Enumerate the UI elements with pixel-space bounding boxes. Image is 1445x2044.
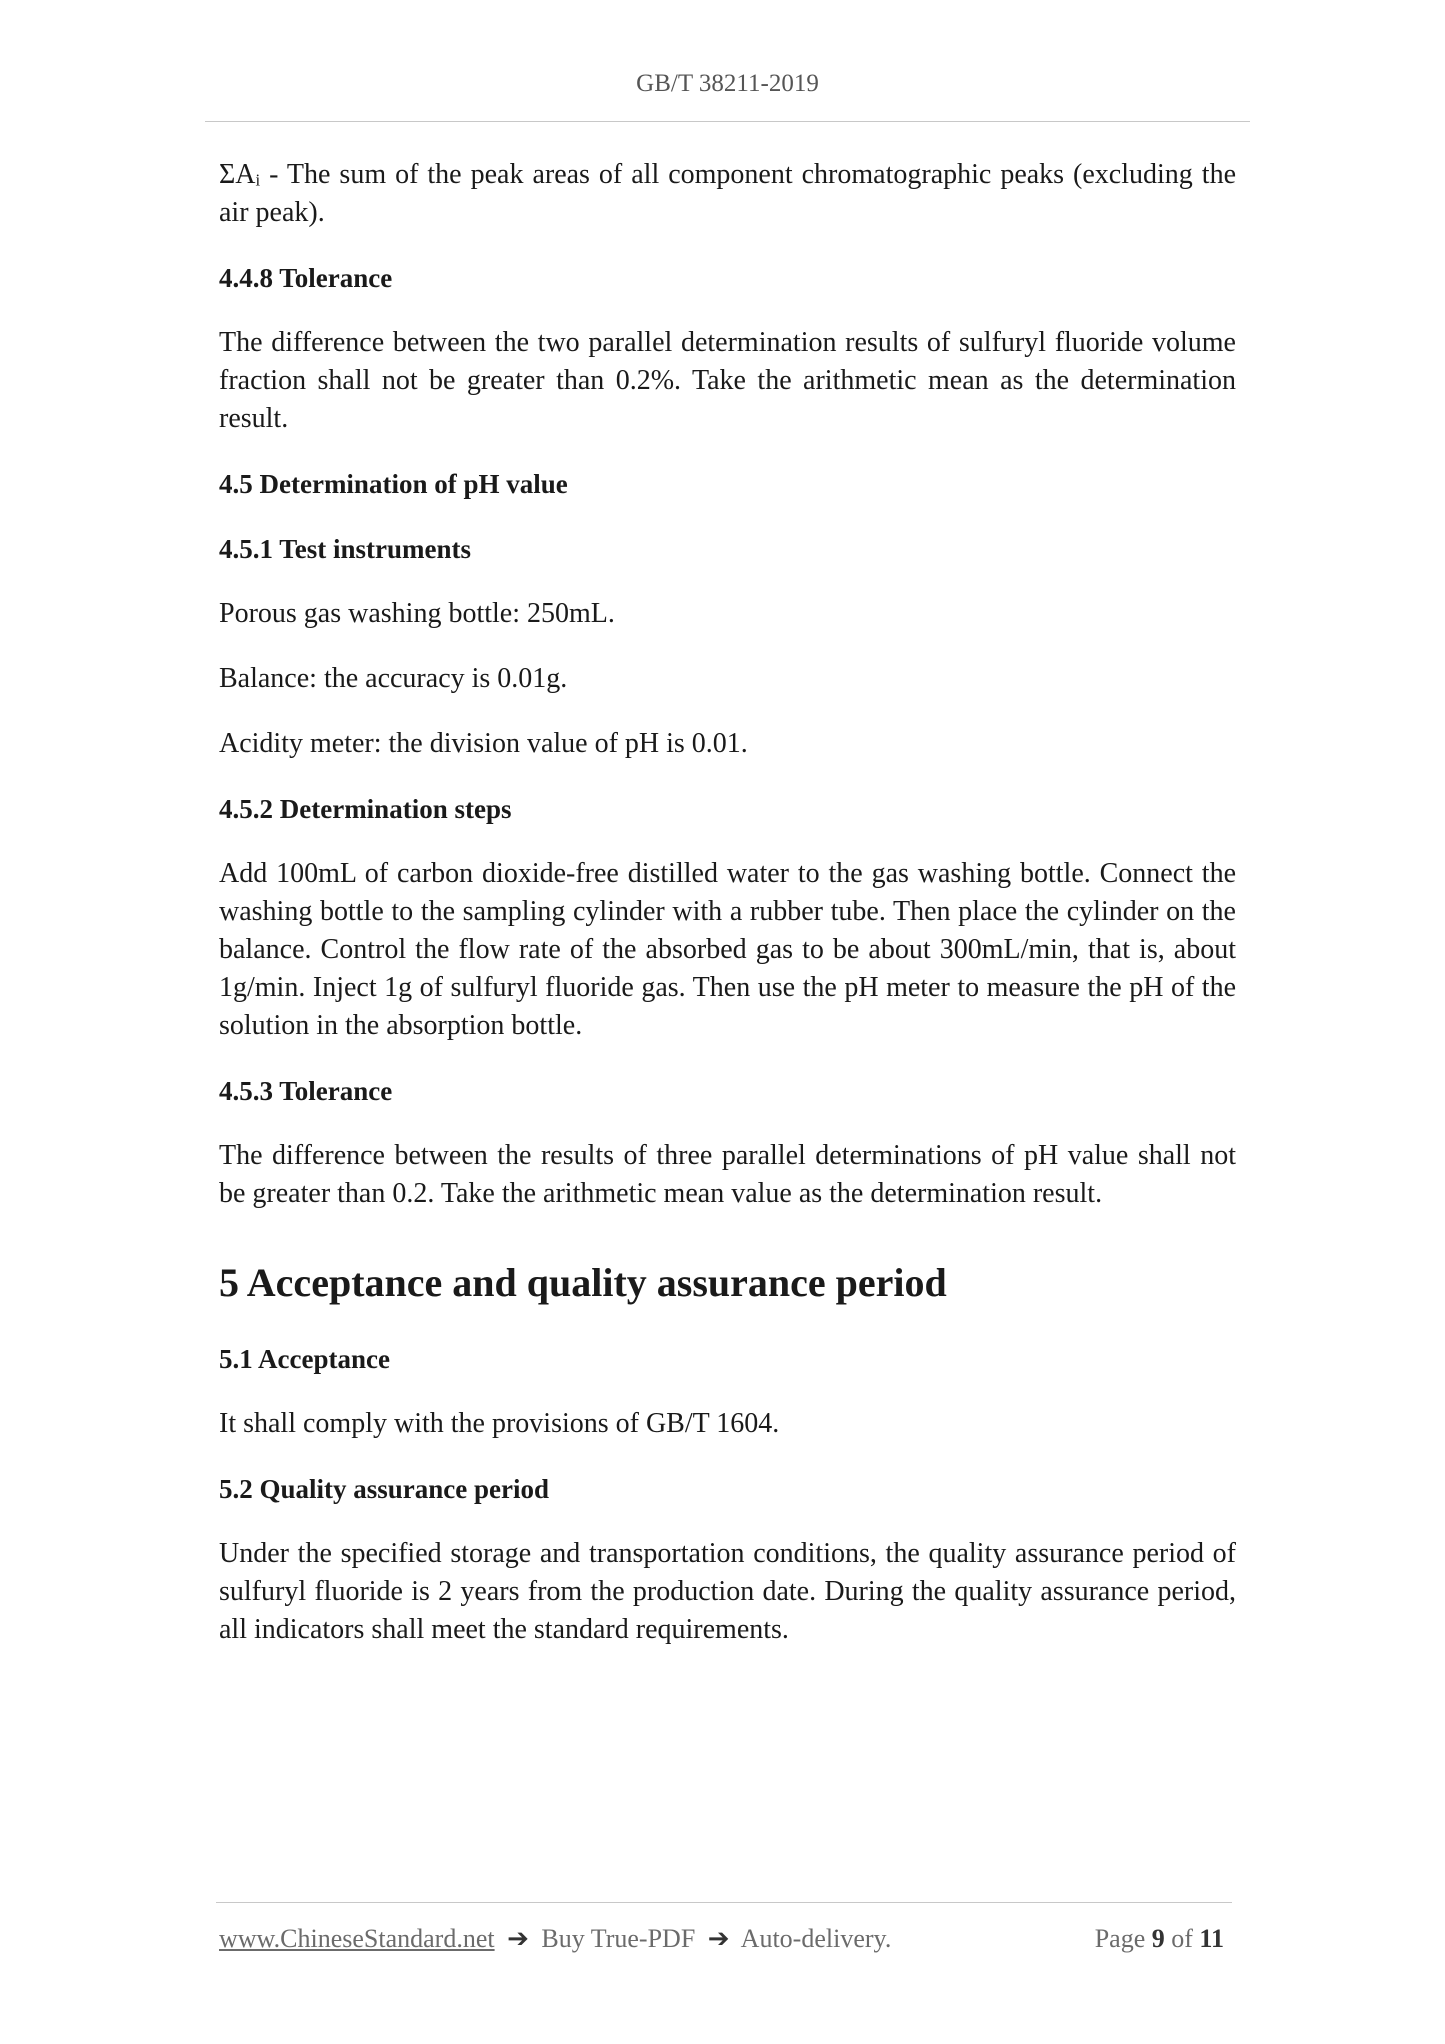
right-arrow-icon: ➔ bbox=[507, 1924, 529, 1953]
body-paragraph: Balance: the accuracy is 0.01g. bbox=[219, 663, 568, 694]
page-label: Page bbox=[1094, 1924, 1146, 1953]
body-paragraph: Under the specified storage and transportation conditions, the quality assurance period of sulfuryl fluoride is 2 years from the production date. During the quality assurance period, all indicators shall meet the standard requirements. bbox=[219, 1538, 1236, 1645]
footer-promo bbox=[219, 1924, 891, 1954]
page-header-title: GB/T 38211-2019 bbox=[636, 70, 819, 97]
subsection-heading: 5.1 Acceptance bbox=[219, 1344, 390, 1374]
footer-divider bbox=[216, 1902, 1232, 1903]
subsection-heading: 5.2 Quality assurance period bbox=[219, 1474, 550, 1504]
body-paragraph: ΣAᵢ - The sum of the peak areas of all component chromatographic peaks (excluding the air peak). bbox=[219, 159, 1236, 228]
subsection-heading: 4.5.2 Determination steps bbox=[219, 794, 512, 824]
buy-true-pdf-text: Buy True-PDF bbox=[541, 1924, 696, 1953]
website-link[interactable]: www.ChineseStandard.net bbox=[219, 1924, 495, 1953]
page-number bbox=[1095, 1924, 1224, 1954]
document-body bbox=[219, 156, 1236, 1676]
body-paragraph: It shall comply with the provisions of GB/T 1604. bbox=[219, 1408, 780, 1439]
body-paragraph: Add 100mL of carbon dioxide-free distilled water to the gas washing bottle. Connect the washing bottle to the sampling cylinder with a rubber tube. Then place the cylinder on the balance. Control the flow rate of the absorbed gas to be about 300mL/min, that is, about 1g/min. Inject 1g of sulfuryl fluoride gas. Then use the pH meter to measure the pH of the solution in the absorption bottle. bbox=[219, 858, 1236, 1041]
subsection-heading: 4.4.8 Tolerance bbox=[219, 263, 393, 293]
page-footer bbox=[219, 1924, 1224, 1960]
subsection-heading: 4.5.1 Test instruments bbox=[219, 534, 472, 564]
page-of-label: of bbox=[1171, 1924, 1193, 1953]
section-heading: 5 Acceptance and quality assurance period bbox=[219, 1260, 947, 1305]
body-paragraph: The difference between the two parallel determination results of sulfuryl fluoride volume fraction shall not be greater than 0.2%. Take the arithmetic mean as the determination result. bbox=[219, 327, 1236, 434]
body-paragraph: Acidity meter: the division value of pH is 0.01. bbox=[219, 728, 748, 759]
auto-delivery-text: Auto-delivery. bbox=[740, 1924, 892, 1953]
page-total: 11 bbox=[1199, 1924, 1224, 1953]
page-current: 9 bbox=[1151, 1924, 1165, 1953]
subsection-heading: 4.5 Determination of pH value bbox=[219, 469, 568, 499]
subsection-heading: 4.5.3 Tolerance bbox=[219, 1076, 393, 1106]
right-arrow-icon: ➔ bbox=[707, 1924, 730, 1953]
body-paragraph: The difference between the results of three parallel determinations of pH value shall not be greater than 0.2. Take the arithmetic mean value as the determination result. bbox=[219, 1140, 1236, 1209]
body-paragraph: Porous gas washing bottle: 250mL. bbox=[219, 598, 615, 629]
header-divider bbox=[205, 121, 1250, 122]
